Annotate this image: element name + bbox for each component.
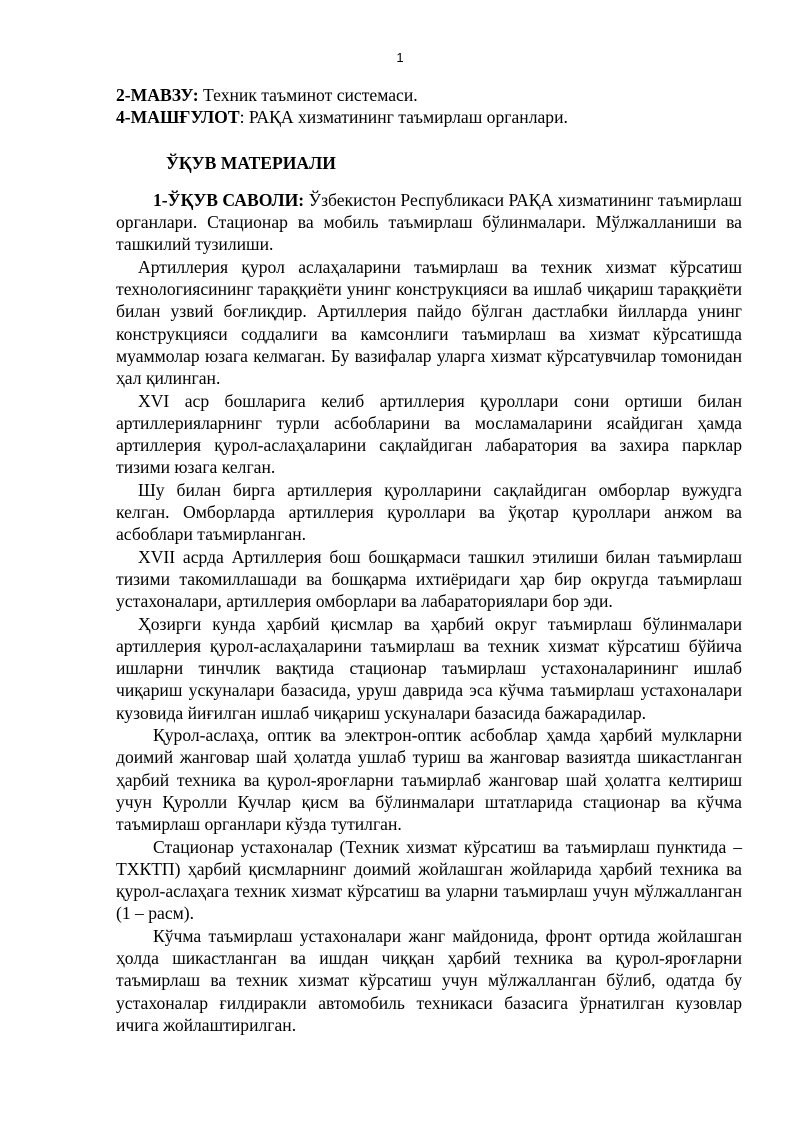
body-paragraph: Стационар устахоналар (Техник хизмат кўрсатиш ва таъмирлаш пунктида – ТХКТП) ҳарбий қисмларнинг доимий жойлашган жойларида ҳарбий техника ва қурол-аслаҳага техник хизмат кўрсатиш ва уларни таъмирлаш учун мўлжалланган (1 – расм). [116,836,742,924]
body-paragraph: Шу билан бирга артиллерия қуролларини сақлайдиган омборлар вужудга келган. Омборларда артиллерия қуроллари ва ўқотар қуроллари анжом ва асбоблари таъмирланган. [116,479,742,545]
lesson-heading [116,106,742,128]
topic-text: Техник таъминот системаси. [198,85,418,105]
body-paragraph: Ҳозирги кунда ҳарбий қисмлар ва ҳарбий округ таъмирлаш бўлинмалари артиллерия қурол-аслаҳаларини таъмирлаш ва техник хизмат кўрсатиш бўйича ишларни тинчлик вақтида стационар таъмирлаш устахоналарининг ишлаб чиқариш ускуналари базасида, уруш даврида эса кўчма таъмирлаш устахоналари кузовида йиғилган ишлаб чиқариш ускуналари базасида бажарадилар. [116,613,742,723]
body-paragraph: XVI аср бошларига келиб артиллерия қуроллари сони ортиши билан артиллерияларнинг турли асбобларини ва мосламаларини ясайдиган ҳамда артиллерия қурол-аслаҳаларини сақлайдиган лабаратория ва захира парклар тизими юзага келган. [116,390,742,478]
page-number: 1 [396,50,404,65]
topic-label: 2-МАВЗУ: [116,85,199,105]
body-paragraph: Артиллерия қурол аслаҳаларини таъмирлаш ва техник хизмат кўрсатиш технологиясининг тараққиёти унинг конструкцияси ва ишлаб чиқариш тараққиёти билан узвий боғлиқдир. Артиллерия пайдо бўлган дастлабки йилларда унинг конструкцияси соддалиги ва камсонлиги таъмирлаш ва хизмат кўрсатишда муаммолар юзага келмаган. Бу вазифалар уларга хизмат кўрсатувчилар томонидан ҳал қилинган. [116,256,742,389]
lesson-text: : РАҚА хизматининг таъмирлаш органлари. [239,107,568,128]
question-label: 1-ЎҚУВ САВОЛИ: [153,189,305,210]
question-paragraph [116,189,742,256]
body-paragraph: Кўчма таъмирлаш устахоналари жанг майдонида, фронт ортида жойлашган ҳолда шикастланган ва ишдан чиққан ҳарбий техника ва қурол-яроғларни таъмирлаш ва техник хизмат кўрсатиш учун мўлжалланган бўлиб, одатда бу устахоналар ғилдиракли автомобиль техникаси базасига ўрнатилган кузовлар ичига жойлаштирилган. [116,925,742,1035]
lesson-label: 4-МАШҒУЛОТ [116,107,240,128]
document-body [116,84,742,1036]
body-paragraph: XVII асрда Артиллерия бош бошқармаси ташкил этилиши билан таъмирлаш тизими такомиллашади ва бошқарма ихтиёридаги ҳар бир округда таъмирлаш устахоналари, артиллерия омборлари ва лабараториялари бор эди. [116,546,742,612]
topic-heading [116,84,742,106]
question-text: Ўзбекистон Республикаси РАҚА хизматининг таъмирлаш органлари. Стационар ва мобиль таъмирлаш бўлинмалари. Мўлжалланиши ва ташкилий тузилиши. [116,189,742,255]
section-title: ЎҚУВ МАТЕРИАЛИ [166,152,336,173]
body-paragraph: Қурол-аслаҳа, оптик ва электрон-оптик асбоблар ҳамда ҳарбий мулкларни доимий жанговар шай ҳолатда ушлаб туриш ва жанговар вазиятда шикастланган ҳарбий техника ва қурол-яроғларни таъмирлаб жанговар шай ҳолатга келтириш учун Қуролли Кучлар қисм ва бўлинмалари штатларида стационар ва кўчма таъмирлаш органлари кўзда тутилган. [116,725,742,835]
